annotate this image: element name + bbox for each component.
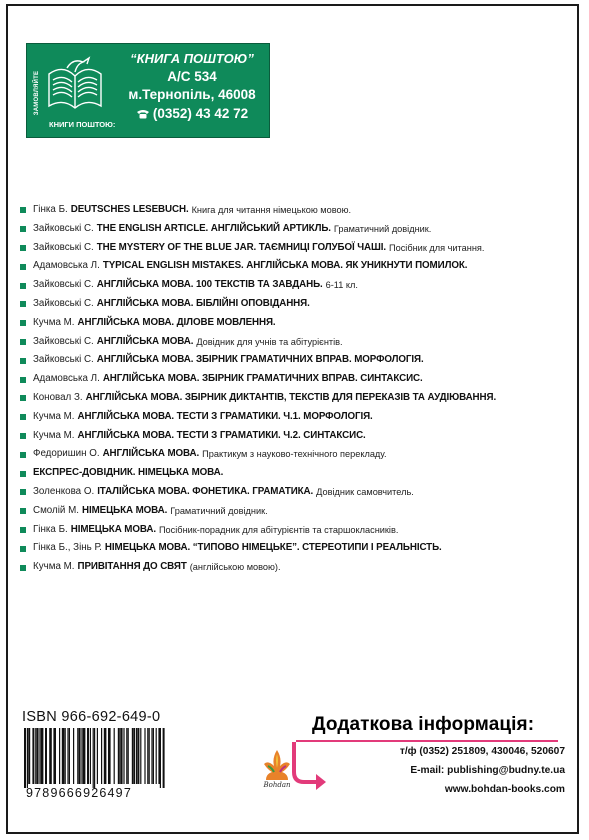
book-author: Гінка Б. <box>33 523 68 535</box>
barcode-bar <box>119 728 120 784</box>
book-author: Зайковські С. <box>33 335 94 347</box>
barcode-bar <box>151 728 152 784</box>
bullet-square-icon <box>20 358 26 364</box>
info-heading: Додаткова інформація: <box>312 714 535 735</box>
book-list <box>20 201 570 577</box>
barcode-bar <box>81 728 82 784</box>
info-email[interactable]: E-mail: publishing@budny.te.ua <box>410 765 565 776</box>
phone-icon <box>136 109 150 119</box>
book-list-item <box>20 201 570 220</box>
bullet-square-icon <box>20 471 26 477</box>
book-author: Адамовська Л. <box>33 260 100 272</box>
barcode-bar <box>87 728 89 784</box>
barcode-bar <box>137 728 139 784</box>
book-title: ПРИВІТАННЯ ДО СВЯТ <box>77 561 187 573</box>
barcode-digits: 9789666926497 <box>26 786 132 800</box>
barcode-bar <box>126 728 127 784</box>
book-author: Кучма М. <box>33 561 75 573</box>
isbn-label: ISBN 966-692-649-0 <box>22 709 161 725</box>
barcode-bar <box>163 728 165 788</box>
banner-phone-row <box>117 104 267 124</box>
book-title: АНГЛІЙСЬКА МОВА. ЗБІРНИК ДИКТАНТІВ, ТЕКСТІВ ДЛЯ ПЕРЕКАЗІВ ТА АУДІЮВАННЯ. <box>85 391 497 403</box>
bullet-square-icon <box>20 489 26 495</box>
barcode-bar <box>37 728 39 784</box>
book-title: TYPICAL ENGLISH MISTAKES. АНГЛІЙСЬКА МОВА. ЯК УНИКНУТИ ПОМИЛОК. <box>102 260 468 272</box>
barcode-bar <box>121 728 123 784</box>
barcode-bar <box>149 728 150 784</box>
book-title: АНГЛІЙСЬКА МОВА. ЗБІРНИК ГРАМАТИЧНИХ ВПРАВ. СИНТАКСИС. <box>102 373 423 385</box>
bullet-square-icon <box>20 339 26 345</box>
barcode-bar <box>94 728 95 788</box>
barcode-bar <box>160 728 161 788</box>
barcode-bar <box>73 728 74 784</box>
banner-title: “КНИГА ПОШТОЮ” <box>130 51 254 66</box>
barcode-bar <box>118 728 119 784</box>
book-author: Гінка Б. <box>33 204 68 215</box>
open-book-icon <box>43 54 107 116</box>
book-list-item <box>20 558 570 577</box>
bullet-square-icon <box>20 283 26 289</box>
bullet-square-icon <box>20 226 26 232</box>
barcode <box>22 728 174 788</box>
barcode-bar <box>133 728 135 784</box>
book-title: THE MYSTERY OF THE BLUE JAR. ТАЄМНИЦІ ГОЛУБОЇ ЧАШІ. <box>96 241 386 253</box>
bullet-square-icon <box>20 301 26 307</box>
banner-phone: (0352) 43 42 72 <box>152 106 249 121</box>
mail-order-banner <box>26 43 270 138</box>
book-title: АНГЛІЙСЬКА МОВА. <box>96 335 194 347</box>
bullet-square-icon <box>20 508 26 514</box>
barcode-bar <box>101 728 102 784</box>
book-description: Книга для читання німецькою мовою. <box>191 205 352 215</box>
barcode-bar <box>59 728 60 784</box>
book-author: Коновал З. <box>33 391 83 403</box>
barcode-bar <box>24 728 26 788</box>
book-author: Смолій М. <box>33 504 80 516</box>
banner-box: А/С 534 <box>167 69 217 84</box>
book-description: Довідник самовчитель. <box>316 486 414 497</box>
book-list-item <box>20 502 570 521</box>
barcode-bar <box>132 728 133 784</box>
barcode-bar <box>93 728 94 788</box>
book-title: DEUTSCHES LESEBUCH. <box>70 204 189 215</box>
bullet-square-icon <box>20 207 26 213</box>
book-list-item <box>20 445 570 464</box>
book-title: НІМЕЦЬКА МОВА. <box>70 523 156 535</box>
book-author: Золенкова О. <box>33 485 95 497</box>
bullet-square-icon <box>20 264 26 270</box>
banner-address <box>117 50 267 124</box>
bullet-square-icon <box>20 377 26 383</box>
barcode-bar <box>79 728 81 784</box>
book-list-item <box>20 389 570 408</box>
info-arrow-icon <box>290 742 328 800</box>
book-list-item <box>20 351 570 370</box>
book-title: АНГЛІЙСЬКА МОВА. БІБЛІЙНІ ОПОВІДАННЯ. <box>96 297 310 309</box>
bullet-square-icon <box>20 395 26 401</box>
barcode-bar <box>156 728 157 784</box>
bullet-square-icon <box>20 527 26 533</box>
book-title: НІМЕЦЬКА МОВА. <box>82 504 168 516</box>
bullet-square-icon <box>20 245 26 251</box>
book-list-item <box>20 314 570 333</box>
barcode-bar <box>51 728 52 784</box>
book-description: Практикум з науково-технічного перекладу. <box>202 449 387 460</box>
book-list-item <box>20 370 570 389</box>
book-author: Зайковські С. <box>33 222 94 234</box>
book-title: АНГЛІЙСЬКА МОВА. ТЕСТИ З ГРАМАТИКИ. Ч.1. МОРФОЛОГІЯ. <box>77 410 373 422</box>
book-description: Довідник для учнів та абітурієнтів. <box>196 336 343 347</box>
book-author: Кучма М. <box>33 429 75 441</box>
banner-sub-label: КНИГИ ПОШТОЮ: <box>49 120 116 129</box>
barcode-bar <box>128 728 129 784</box>
banner-side-label: ЗАМОВЛЯЙТЕ <box>34 70 41 116</box>
book-author: Зайковські С. <box>33 354 94 366</box>
book-author: Кучма М. <box>33 316 75 328</box>
barcode-bar <box>32 728 34 784</box>
book-list-item <box>20 276 570 295</box>
book-description: 6-11 кл. <box>325 280 358 291</box>
info-divider <box>296 740 558 742</box>
barcode-bar <box>84 728 85 784</box>
barcode-bar <box>28 728 30 784</box>
book-title: АНГЛІЙСЬКА МОВА. 100 ТЕКСТІВ ТА ЗАВДАНЬ. <box>96 279 323 291</box>
bullet-square-icon <box>20 320 26 326</box>
book-author: Зайковські С. <box>33 297 94 309</box>
info-phone: т/ф (0352) 251809, 430046, 520607 <box>399 746 565 757</box>
book-title: АНГЛІЙСЬКА МОВА. ДІЛОВЕ МОВЛЕННЯ. <box>77 316 276 328</box>
book-title: АНГЛІЙСЬКА МОВА. <box>102 448 200 460</box>
book-description: Граматичний довідник. <box>170 505 268 516</box>
barcode-bar <box>69 728 70 784</box>
barcode-bar <box>55 728 56 784</box>
barcode-bar <box>114 728 115 784</box>
book-author: Гінка Б., Зінь Р. <box>33 542 102 554</box>
barcode-bar <box>153 728 154 784</box>
bullet-square-icon <box>20 546 26 552</box>
book-description: (англійською мовою). <box>189 562 281 573</box>
book-list-item <box>20 464 570 483</box>
barcode-bar <box>90 728 91 784</box>
book-title: ЕКСПРЕС-ДОВІДНИК. НІМЕЦЬКА МОВА. <box>33 467 224 479</box>
bullet-square-icon <box>20 452 26 458</box>
book-author: Зайковські С. <box>33 241 94 253</box>
barcode-bar <box>97 728 98 784</box>
bullet-square-icon <box>20 414 26 420</box>
book-author: Зайковські С. <box>33 279 94 291</box>
book-list-item <box>20 257 570 276</box>
book-description: Граматичний довідник. <box>333 223 432 234</box>
book-list-item <box>20 239 570 258</box>
barcode-bar <box>140 728 141 784</box>
book-description: Посібник для читання. <box>389 242 485 253</box>
barcode-bar <box>77 728 78 784</box>
barcode-bar <box>147 728 148 784</box>
barcode-bar <box>123 728 124 784</box>
barcode-bar <box>109 728 110 784</box>
book-list-item <box>20 220 570 239</box>
book-title: THE ENGLISH ARTICLE. АНГЛІЙСЬКИЙ АРТИКЛЬ. <box>96 222 331 234</box>
barcode-bar <box>35 728 36 784</box>
book-author: Адамовська Л. <box>33 373 100 385</box>
bullet-square-icon <box>20 433 26 439</box>
book-list-item <box>20 521 570 540</box>
book-list-item <box>20 408 570 427</box>
book-author: Федоришин О. <box>33 448 100 460</box>
barcode-bar <box>144 728 145 784</box>
banner-city: м.Тернопіль, 46008 <box>128 87 256 102</box>
publisher-logo <box>260 748 294 788</box>
book-title: АНГЛІЙСЬКА МОВА. ЗБІРНИК ГРАМАТИЧНИХ ВПРАВ. МОРФОЛОГІЯ. <box>96 354 424 366</box>
book-description: Посібник-порадник для абітурієнтів та старшокласників. <box>158 524 399 535</box>
book-list-item <box>20 333 570 352</box>
bullet-square-icon <box>20 565 26 571</box>
barcode-bar <box>39 728 40 784</box>
book-title: ІТАЛІЙСЬКА МОВА. ФОНЕТИКА. ГРАМАТИКА. <box>97 485 314 497</box>
book-list-item <box>20 295 570 314</box>
barcode-bar <box>105 728 106 784</box>
book-title: НІМЕЦЬКА МОВА. “ТИПОВО НІМЕЦЬКЕ”. СТЕРЕОТИПИ І РЕАЛЬНІСТЬ. <box>104 542 442 554</box>
barcode-bar <box>65 728 66 784</box>
barcode-bar <box>136 728 137 784</box>
book-list-item <box>20 483 570 502</box>
info-website[interactable]: www.bohdan-books.com <box>444 784 565 795</box>
book-list-item <box>20 539 570 558</box>
book-list-item <box>20 427 570 446</box>
svg-text:Bohdan: Bohdan <box>263 781 291 788</box>
book-author: Кучма М. <box>33 410 75 422</box>
book-title: АНГЛІЙСЬКА МОВА. ТЕСТИ З ГРАМАТИКИ. Ч.2. СИНТАКСИС. <box>77 429 366 441</box>
barcode-bar <box>42 728 43 784</box>
barcode-bar <box>63 728 64 784</box>
barcode-bar <box>45 728 47 784</box>
barcode-bar <box>27 728 28 788</box>
barcode-bar <box>67 728 68 784</box>
